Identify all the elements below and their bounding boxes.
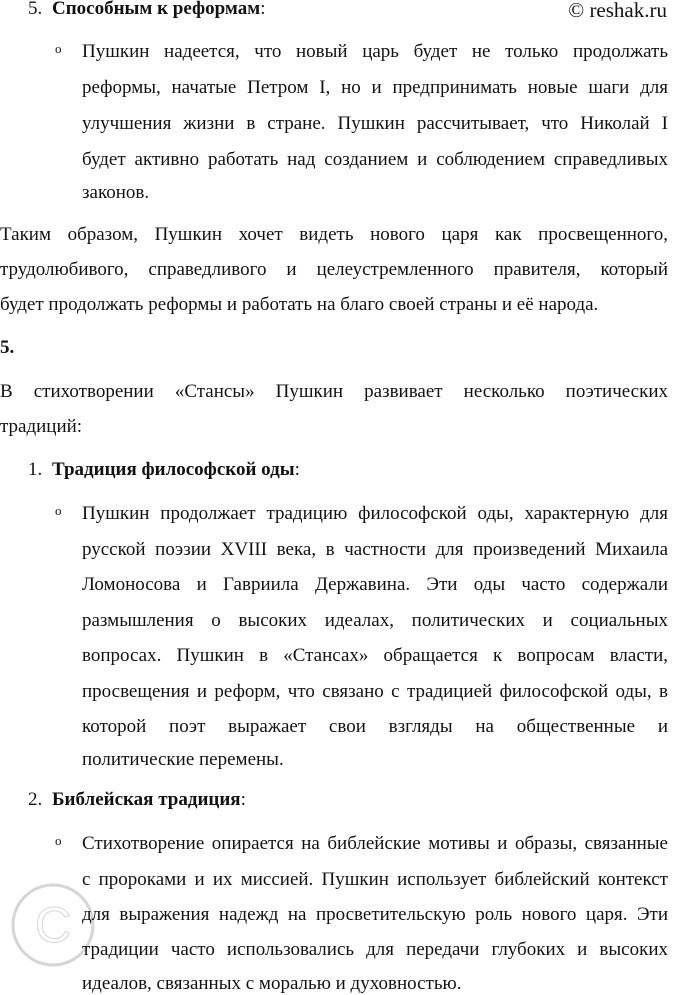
text-line: Ломоносова и Гавриила Державина. Эти оды часто содержали <box>82 574 668 595</box>
text-line: с пророками и их миссией. Пушкин использует библейский контекст <box>82 869 668 890</box>
text-line: просвещения и реформ, что связано с традицией философской оды, в <box>82 681 668 702</box>
text-line: будет продолжать реформы и работать на благо своей страны и её народа. <box>0 294 599 315</box>
text-line: законов. <box>82 182 150 203</box>
text-line: трудолюбивого, справедливого и целеустремленного правителя, который <box>0 259 668 280</box>
bullet-icon: o <box>55 503 62 518</box>
svg-text:C: C <box>34 897 72 953</box>
text-line: идеалов, связанных с моралью и духовностью. <box>82 973 462 994</box>
text-line: Пушкин продолжает традицию философской оды, характерную для <box>82 503 668 524</box>
question-number: 5. <box>0 337 15 358</box>
bullet-icon: o <box>55 833 62 848</box>
text-line: Стихотворение опирается на библейские мотивы и образы, связанные <box>82 833 668 854</box>
text-line: традиций: <box>0 416 83 437</box>
item-title: Библейская традиция <box>52 789 241 810</box>
colon: : <box>240 789 246 810</box>
text-line: традиции часто использовались для передачи глубоких и высоких <box>82 939 668 960</box>
text-line: вопросах. Пушкин в «Стансах» обращается к вопросам власти, <box>82 645 668 666</box>
text-line: Пушкин надеется, что новый царь будет не только продолжать <box>82 41 668 62</box>
text-line: улучшения жизни в стране. Пушкин рассчитывает, что Николай I <box>82 113 668 134</box>
text-line: Таким образом, Пушкин хочет видеть нового царя как просвещенного, <box>0 224 668 245</box>
colon: : <box>294 459 300 480</box>
colon: : <box>260 0 266 19</box>
list-number: 5. <box>28 0 43 19</box>
list-number: 1. <box>28 459 43 480</box>
list-number: 2. <box>28 789 43 810</box>
text-line: для выражения надежд на просветительскую роль нового царя. Эти <box>82 904 668 925</box>
watermark: © reshak.ru <box>568 0 667 22</box>
text-line: русской поэзии XVIII века, в частности для произведений Михаила <box>82 539 668 560</box>
text-line: В стихотворении «Стансы» Пушкин развивает несколько поэтических <box>0 381 668 402</box>
item-title: Способным к реформам <box>52 0 261 19</box>
bullet-icon: o <box>55 41 62 56</box>
text-line: будет активно работать над созданием и соблюдением справедливых <box>82 149 668 170</box>
text-line: политические перемены. <box>82 749 284 770</box>
text-line: которой поэт выражает свои взгляды на общественные и <box>82 716 668 737</box>
text-line: размышления о высоких идеалах, политических и социальных <box>82 610 668 631</box>
item-title: Традиция философской оды <box>52 459 295 480</box>
text-line: реформы, начатые Петром I, но и предпринимать новые шаги для <box>82 77 668 98</box>
